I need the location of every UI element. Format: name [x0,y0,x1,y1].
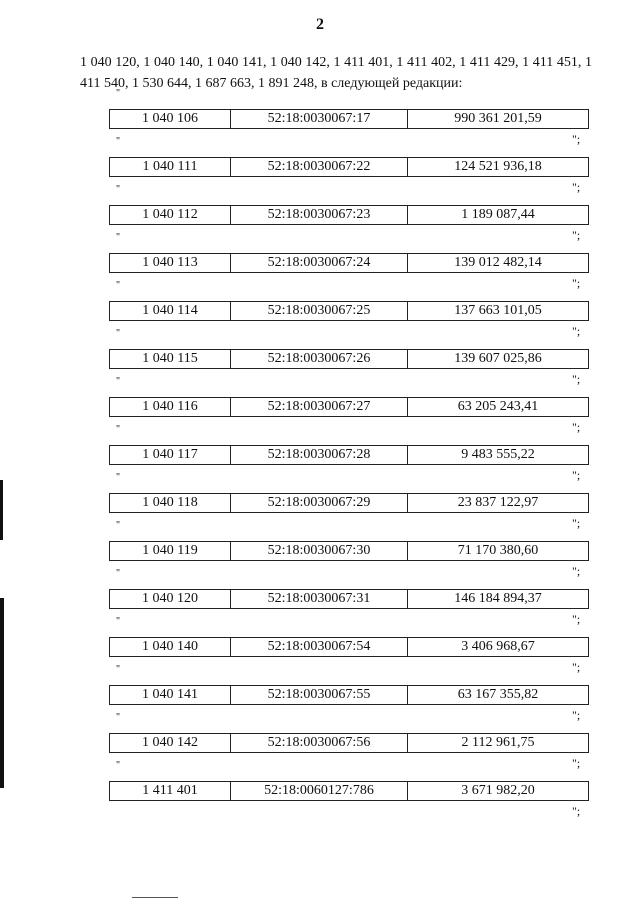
table-row [109,541,589,561]
table-row [109,733,589,753]
object-code-cell: 1 040 142 [110,734,231,752]
cadastral-number-cell: 52:18:0030067:28 [231,446,408,464]
closing-quote: "; [572,756,581,770]
table-row [109,637,589,657]
object-code-cell: 1 040 106 [110,110,231,128]
closing-quote: "; [572,180,581,194]
opening-quote: " [116,328,121,339]
opening-quote: " [116,376,121,387]
object-code-cell: 1 040 141 [110,686,231,704]
cadastral-entry [0,229,640,290]
table-row [109,493,589,513]
cadastral-number-cell: 52:18:0030067:23 [231,206,408,224]
object-code-cell: 1 040 114 [110,302,231,320]
page-number: 2 [316,16,324,33]
cadastral-value-cell: 1 189 087,44 [461,207,535,222]
cadastral-value-cell: 139 012 482,14 [454,255,542,270]
table-row [109,157,589,177]
cadastral-entry [0,613,640,674]
opening-quote: " [116,760,121,771]
cadastral-entry [0,661,640,722]
opening-quote: " [116,184,121,195]
table-row [109,397,589,417]
closing-quote: "; [572,276,581,290]
closing-quote: "; [572,324,581,338]
opening-quote: " [116,712,121,723]
cadastral-entry [0,133,640,194]
cadastral-value-cell: 990 361 201,59 [454,111,542,126]
cadastral-value-cell: 63 167 355,82 [457,687,539,702]
opening-quote: " [116,232,121,243]
opening-quote: " [116,88,121,99]
cadastral-entry [0,709,640,770]
object-code-cell: 1 411 401 [110,782,231,800]
cadastral-value-cell: 9 483 555,22 [461,447,535,462]
cadastral-number-cell: 52:18:0030067:55 [231,686,408,704]
closing-quote: "; [572,228,581,242]
opening-quote: " [116,520,121,531]
closing-quote: "; [572,420,581,434]
table-row [109,301,589,321]
cadastral-number-cell: 52:18:0030067:22 [231,158,408,176]
object-code-cell: 1 040 117 [110,446,231,464]
table-row [109,109,589,129]
cadastral-number-cell: 52:18:0030067:31 [231,590,408,608]
table-row [109,349,589,369]
table-row [109,781,589,801]
closing-quote: "; [572,468,581,482]
object-code-cell: 1 040 118 [110,494,231,512]
table-row [109,685,589,705]
cadastral-value-cell: 139 607 025,86 [454,351,542,366]
closing-quote: "; [572,516,581,530]
opening-quote: " [116,664,121,675]
cadastral-entry [0,565,640,626]
opening-quote: " [116,280,121,291]
intro-paragraph: 1 040 120, 1 040 140, 1 040 141, 1 040 142, 1 411 401, 1 411 402, 1 411 429, 1 411 451, 1 411 540, 1 530 644, 1 687 663, 1 891 248, в следующей редакции: [80,55,592,91]
opening-quote: " [116,568,121,579]
opening-quote: " [116,136,121,147]
object-code-cell: 1 040 119 [110,542,231,560]
object-code-cell: 1 040 140 [110,638,231,656]
cadastral-entry [0,469,640,530]
cadastral-entry [0,517,640,578]
cadastral-entries [0,85,640,818]
object-code-cell: 1 040 115 [110,350,231,368]
closing-quote: "; [572,612,581,626]
cadastral-value-cell: 146 184 894,37 [454,591,542,606]
cadastral-value-cell: 2 112 961,75 [461,735,535,750]
cadastral-value-cell: 137 663 101,05 [454,303,542,318]
opening-quote: " [116,616,121,627]
cadastral-entry [0,325,640,386]
table-row [109,205,589,225]
opening-quote: " [116,472,121,483]
object-code-cell: 1 040 112 [110,206,231,224]
cadastral-number-cell: 52:18:0030067:56 [231,734,408,752]
object-code-cell: 1 040 113 [110,254,231,272]
table-row [109,253,589,273]
cadastral-entry [0,277,640,338]
cadastral-entry [0,757,640,818]
cadastral-number-cell: 52:18:0030067:27 [231,398,408,416]
closing-quote: "; [572,564,581,578]
cadastral-value-cell: 124 521 936,18 [454,159,542,174]
cadastral-entry [0,85,640,146]
table-row [109,445,589,465]
cadastral-number-cell: 52:18:0030067:17 [231,110,408,128]
margin-binding-mark [0,480,3,540]
cadastral-number-cell: 52:18:0030067:26 [231,350,408,368]
cadastral-number-cell: 52:18:0030067:29 [231,494,408,512]
cadastral-value-cell: 3 406 968,67 [461,639,535,654]
cadastral-entry [0,181,640,242]
closing-quote: "; [572,132,581,146]
cadastral-number-cell: 52:18:0030067:25 [231,302,408,320]
cadastral-number-cell: 52:18:0030067:24 [231,254,408,272]
table-row [109,589,589,609]
cadastral-number-cell: 52:18:0060127:786 [231,782,408,800]
closing-quote: "; [572,660,581,674]
cadastral-entry [0,373,640,434]
cadastral-value-cell: 71 170 380,60 [457,543,539,558]
cadastral-entry [0,421,640,482]
cadastral-value-cell: 63 205 243,41 [457,399,539,414]
object-code-cell: 1 040 111 [110,158,231,176]
object-code-cell: 1 040 116 [110,398,231,416]
object-code-cell: 1 040 120 [110,590,231,608]
opening-quote: " [116,424,121,435]
closing-quote: "; [572,708,581,722]
cadastral-value-cell: 23 837 122,97 [457,495,539,510]
margin-binding-mark [0,598,4,788]
cadastral-number-cell: 52:18:0030067:30 [231,542,408,560]
cadastral-number-cell: 52:18:0030067:54 [231,638,408,656]
closing-quote: "; [572,372,581,386]
footer-rule [132,897,178,898]
cadastral-value-cell: 3 671 982,20 [461,783,535,798]
closing-quote: "; [572,804,581,818]
